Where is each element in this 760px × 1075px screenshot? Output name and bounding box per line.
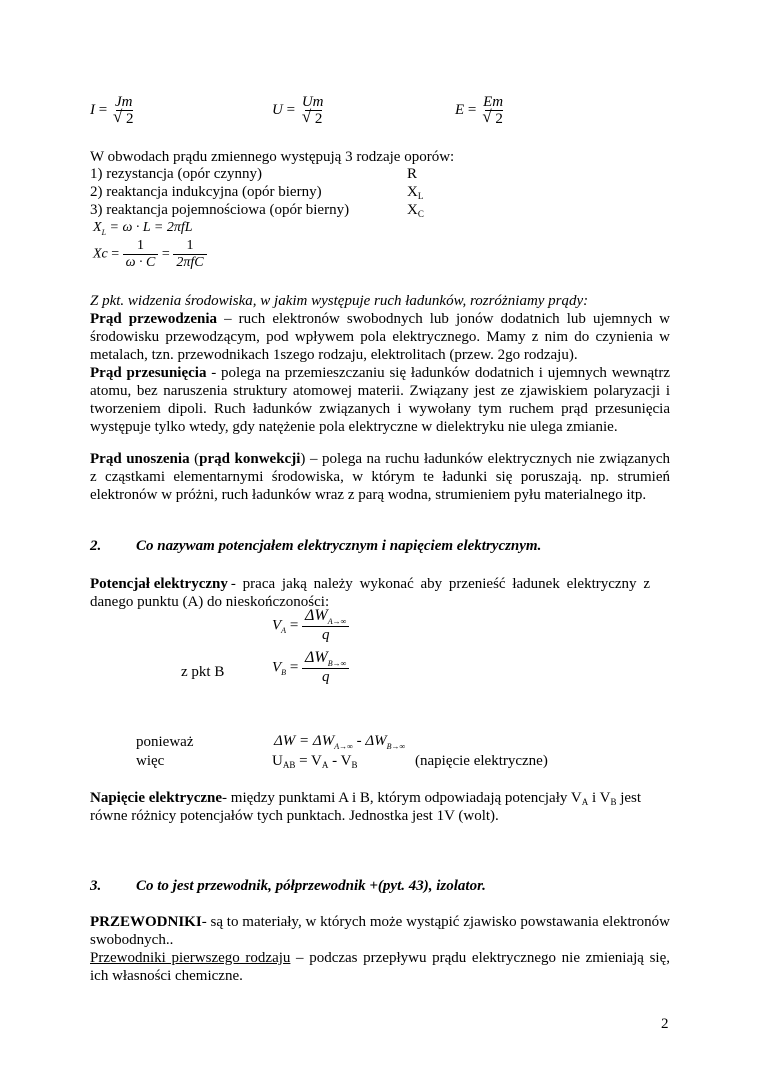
formula-inductive-reactance: $X_L = \omega \cdot L = 2\pi fL$	[93, 220, 193, 237]
formula-emf-rms: E = Em √ 2	[455, 94, 506, 127]
voltage-definition-line1: Napięcie elektryczne- między punktami A i B, którym odpowiadają potencjały $V_A$ i $V_B$ jest	[90, 790, 642, 807]
currents-intro: Z pkt. widzenia środowiska, w jakim występuje ruch ładunków, rozróżniamy prądy:	[90, 293, 589, 309]
section-3-title: Co to jest przewodnik, półprzewodnik +(pyt. 43), izolator.	[136, 878, 486, 894]
voltage-note: (napięcie elektryczne)	[415, 753, 548, 769]
formula-work-difference: $\Delta W = \Delta W_{A\to\infty} - \Delta W_{B\to\infty}$	[274, 733, 406, 751]
formula-voltage-rms: U = Um √ 2	[272, 94, 326, 127]
resistance-item-symbol: $X_L$	[407, 184, 424, 201]
paragraph-conduction-current: Prąd przewodzenia – ruch elektronów swobodnych lub jonów dodatnich lub ujemnych w środowisku przewodzącym, pod wpływem pola elektrycznego. Mamy z nim do czynienia w metalach, tzn. przewodnikach 1szego rodzaju, elektrolitach (przew. 2go rodzaju).	[90, 311, 670, 363]
voltage-definition-line2: równe różnicy potencjałów tych punktach. Jednostka jest 1V (wolt).	[90, 808, 499, 824]
resistance-item-label: 1) rezystancja (opór czynny)	[90, 166, 263, 182]
resistance-intro: W obwodach prądu zmiennego występują 3 rodzaje oporów:	[90, 149, 455, 165]
page-number: 2	[661, 1016, 669, 1032]
paragraph-convection-current: Prąd unoszenia (prąd konwekcji) – polega na ruchu ładunków elektrycznych nie związanych z cząstkami elementarnymi środowiska, w którym te ładunki się poruszają. np. strumień elektronów w próżni, ruch ładunków wraz z parą wodna, strumieniem pyłu materialnego itp.	[90, 451, 671, 503]
section-2-number: 2.	[90, 538, 102, 554]
resistance-item-symbol: R	[407, 166, 418, 182]
resistance-item-label: 2) reaktancja indukcyjna (opór bierny)	[90, 184, 322, 200]
potential-definition-line1: Potencjał elektryczny	[90, 576, 228, 592]
section-2-title: Co nazywam potencjałem elektrycznym i napięciem elektrycznym.	[136, 538, 542, 554]
section-3-number: 3.	[90, 878, 102, 894]
paragraph-first-kind-conductors: Przewodniki pierwszego rodzaju – podczas przepływu prądu elektrycznego nie zmieniają się, ich własności chemiczne.	[90, 950, 670, 984]
formula-capacitive-reactance: Xc = $\frac{1}{\omega \cdot C}$ = $\frac{1}{\text{2πfC}}$	[93, 238, 207, 271]
formula-voltage-ab: $U_{AB} = V_A - V_B$	[272, 753, 358, 770]
formula-potential-b: $V_B$ = $\frac{\Delta W_{B\to\infty}}{q}$	[272, 650, 349, 685]
from-point-b-label: z pkt B	[181, 664, 225, 680]
formula-current-rms: I = Jm √ 2	[90, 94, 136, 127]
potential-definition: - praca jaką należy wykonać aby przenieść ładunek elektryczny z danego punktu (A) do nieskończoności:	[90, 576, 650, 610]
paragraph-conductors: PRZEWODNIKI- są to materiały, w których może wystąpić zjawisko powstawania elektronów swobodnych..	[90, 914, 670, 948]
resistance-item-label: 3) reaktancja pojemnościowa (opór bierny)	[90, 202, 350, 218]
formula-potential-a: $V_A$ = $\frac{\Delta W_{A\to\infty}}{q}$	[272, 608, 349, 643]
so-label: więc	[136, 753, 165, 769]
because-label: ponieważ	[136, 734, 194, 750]
paragraph-displacement-current: Prąd przesunięcia - polega na przemieszczaniu się ładunków dodatnich i ujemnych wewnątrz atomu, bez naruszenia struktury atomowej materii. Związany jest ze zjawiskiem polaryzacji i tworzeniem dipoli. Ruch ładunków związanych i wywołany tym ruchem prąd przesunięcia występuje tylko wtedy, gdy natężenie pola elektryczne w dielektryku nie ulega zmianie.	[90, 365, 671, 435]
resistance-item-symbol: $X_C$	[407, 202, 424, 219]
